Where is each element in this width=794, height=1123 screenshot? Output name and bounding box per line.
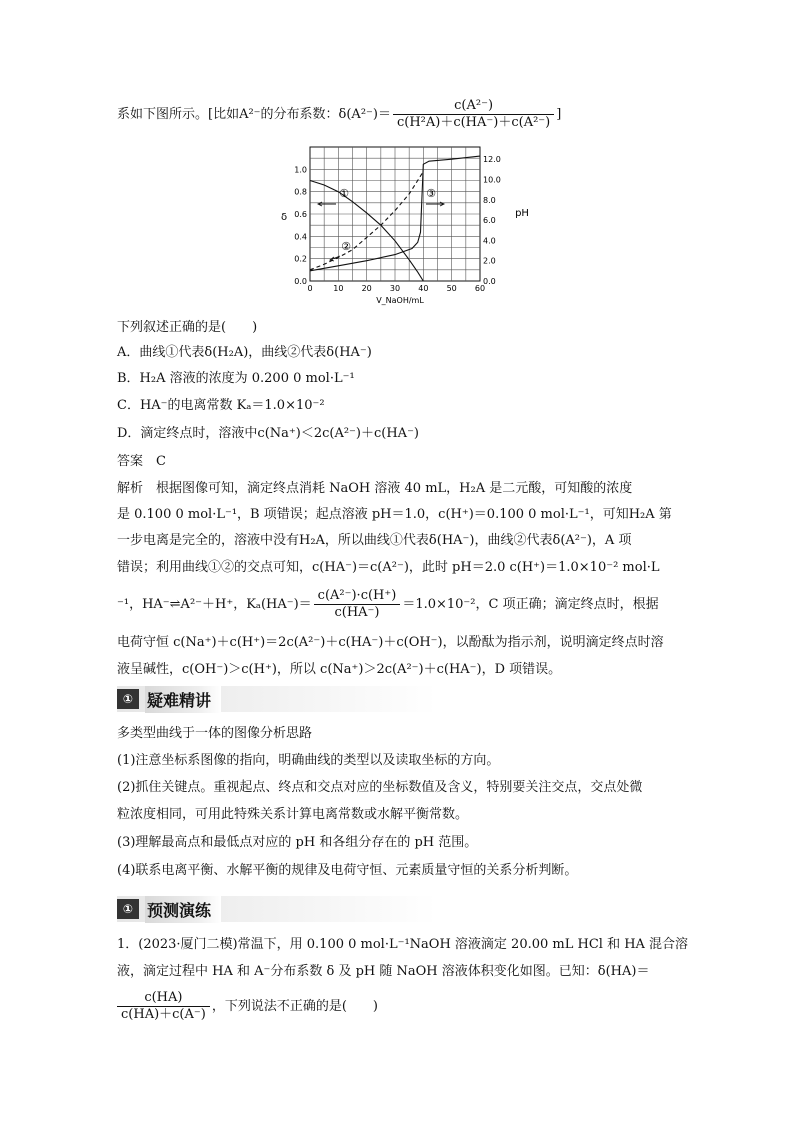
y-left-tick-label: 0.8 bbox=[294, 187, 307, 197]
y-right-tick-label: 4.0 bbox=[483, 236, 496, 246]
y-right-tick-label: 6.0 bbox=[483, 216, 496, 226]
y-left-tick-label: 1.0 bbox=[294, 165, 307, 175]
analysis-line-1: 解析 根据图像可知，滴定终点消耗 NaOH 溶液 40 mL，H₂A 是二元酸，可知酸的浓度 bbox=[117, 481, 633, 496]
x-tick-label: 20 bbox=[361, 284, 372, 293]
x-tick-label: 40 bbox=[418, 284, 429, 293]
curve-2-label: ② bbox=[341, 240, 351, 253]
point-3: (3)理解最高点和最低点对应的 pH 和各组分存在的 pH 范围。 bbox=[117, 835, 478, 850]
x-tick-label: 50 bbox=[446, 284, 457, 293]
titration-chart bbox=[270, 142, 530, 307]
q1-line-2: 液，滴定过程中 HA 和 A⁻分布系数 δ 及 pH 随 NaOH 溶液体积变化如图。已知：δ(HA)＝ bbox=[117, 964, 650, 979]
chart-grid bbox=[310, 147, 480, 281]
y-right-tick-label: 8.0 bbox=[483, 195, 496, 205]
option-a: A．曲线①代表δ(H₂A)，曲线②代表δ(HA⁻) bbox=[117, 345, 372, 360]
y-right-tick-label: 10.0 bbox=[483, 175, 501, 185]
intro-prefix: 系如下图所示。[比如A²⁻的分布系数：δ(A²⁻)＝ bbox=[117, 107, 391, 122]
curve-1-label: ① bbox=[339, 187, 349, 200]
section-1-title: 疑难精讲 bbox=[145, 686, 221, 713]
point-1: (1)注意坐标系图像的指向，明确曲线的类型以及读取坐标的方向。 bbox=[117, 753, 500, 768]
section-1-icon: ① bbox=[117, 689, 139, 709]
point-4: (4)联系电离平衡、水解平衡的规律及电荷守恒、元素质量守恒的关系分析判断。 bbox=[117, 863, 578, 878]
point-2: (2)抓住关键点。重视起点、终点和交点对应的坐标数值及含义，特别要关注交点，交点处微 bbox=[117, 780, 643, 795]
intro-fraction-denominator: c(H²A)＋c(HA⁻)＋c(A²⁻) bbox=[396, 115, 551, 130]
analysis-line-5 bbox=[117, 588, 694, 621]
y-left-tick-label: 0.0 bbox=[294, 277, 307, 286]
question-stem: 下列叙述正确的是( ) bbox=[117, 320, 258, 335]
x-axis-label: V_NaOH/mL bbox=[376, 296, 424, 305]
analysis-line-5-suffix: ＝1.0×10⁻²，C 项正确；滴定终点时，根据 bbox=[402, 597, 659, 612]
intro-line bbox=[117, 98, 694, 131]
x-tick-label: 0 bbox=[307, 284, 313, 293]
x-tick-label: 10 bbox=[333, 284, 344, 293]
ka-fraction bbox=[314, 588, 401, 621]
q1-line-3 bbox=[117, 990, 694, 1023]
q1-fraction-numerator: c(HA) bbox=[117, 990, 210, 1007]
option-b: B．H₂A 溶液的浓度为 0.200 0 mol·L⁻¹ bbox=[117, 371, 355, 386]
section-2-title: 预测演练 bbox=[145, 896, 221, 923]
y-left-tick-label: 0.4 bbox=[294, 232, 307, 242]
intro-fraction bbox=[393, 98, 554, 131]
point-2-cont: 粒浓度相同，可用此特殊关系计算电离常数或水解平衡常数。 bbox=[117, 807, 469, 822]
analysis-line-6: 电荷守恒 c(Na⁺)＋c(H⁺)＝2c(A²⁻)＋c(HA⁻)＋c(OH⁻)，以酚酞为指示剂，说明滴定终点时溶 bbox=[117, 635, 664, 650]
y-right-tick-label: 0.0 bbox=[483, 277, 496, 286]
y-left-tick-label: 0.6 bbox=[294, 210, 307, 219]
section-2-icon: ① bbox=[117, 899, 139, 919]
analysis-line-2: 是 0.100 0 mol·L⁻¹，B 项错误；起点溶液 pH＝1.0，c(H⁺)＝0.100 0 mol·L⁻¹，可知H₂A 第 bbox=[117, 507, 672, 522]
option-d: D．滴定终点时，溶液中c(Na⁺)＜2c(A²⁻)＋c(HA⁻) bbox=[117, 426, 420, 441]
x-tick-label: 30 bbox=[389, 284, 401, 293]
y-axis-label-right: pH bbox=[515, 208, 529, 219]
ka-fraction-numerator: c(A²⁻)·c(H⁺) bbox=[314, 588, 401, 605]
q1-fraction bbox=[117, 990, 210, 1023]
curve-3-label: ③ bbox=[426, 187, 436, 200]
analysis-line-7: 液呈碱性，c(OH⁻)＞c(H⁺)，所以 c(Na⁺)＞2c(A²⁻)＋c(HA⁻)，D 项错误。 bbox=[117, 662, 562, 677]
section-1-header bbox=[117, 686, 221, 712]
q1-line-1: 1．(2023·厦门二模)常温下，用 0.100 0 mol·L⁻¹NaOH 溶液滴定 20.00 mL HCl 和 HA 混合溶 bbox=[117, 937, 689, 952]
intro-fraction-numerator: c(A²⁻) bbox=[393, 98, 554, 115]
section-1-subtitle: 多类型曲线于一体的图像分析思路 bbox=[117, 726, 313, 741]
intro-suffix: ] bbox=[556, 107, 562, 122]
analysis-line-4: 错误；利用曲线①②的交点可知，c(HA⁻)＝c(A²⁻)，此时 pH＝2.0 c(H⁺)＝1.0×10⁻² mol·L bbox=[117, 560, 660, 575]
analysis-line-5-prefix: ⁻¹，HA⁻⇌A²⁻＋H⁺，Kₐ(HA⁻)＝ bbox=[117, 597, 312, 612]
section-2-header bbox=[117, 896, 221, 922]
y-right-tick-label: 2.0 bbox=[483, 256, 496, 266]
answer: 答案 C bbox=[117, 454, 166, 469]
y-left-tick-label: 0.2 bbox=[294, 254, 307, 264]
q1-suffix: ，下列说法不正确的是( ) bbox=[211, 999, 378, 1014]
y-axis-label-left: δ bbox=[280, 212, 288, 223]
analysis-line-3: 一步电离是完全的，溶液中没有H₂A，所以曲线①代表δ(HA⁻)，曲线②代表δ(A²⁻)，A 项 bbox=[117, 533, 632, 548]
option-c: C．HA⁻的电离常数 Kₐ＝1.0×10⁻² bbox=[117, 398, 325, 413]
chart-ticks bbox=[294, 155, 501, 293]
x-tick-label: 60 bbox=[474, 284, 486, 293]
q1-fraction-denominator: c(HA)＋c(A⁻) bbox=[121, 1007, 206, 1022]
ka-fraction-denominator: c(HA⁻) bbox=[334, 605, 380, 620]
y-right-tick-label: 12.0 bbox=[483, 155, 501, 165]
